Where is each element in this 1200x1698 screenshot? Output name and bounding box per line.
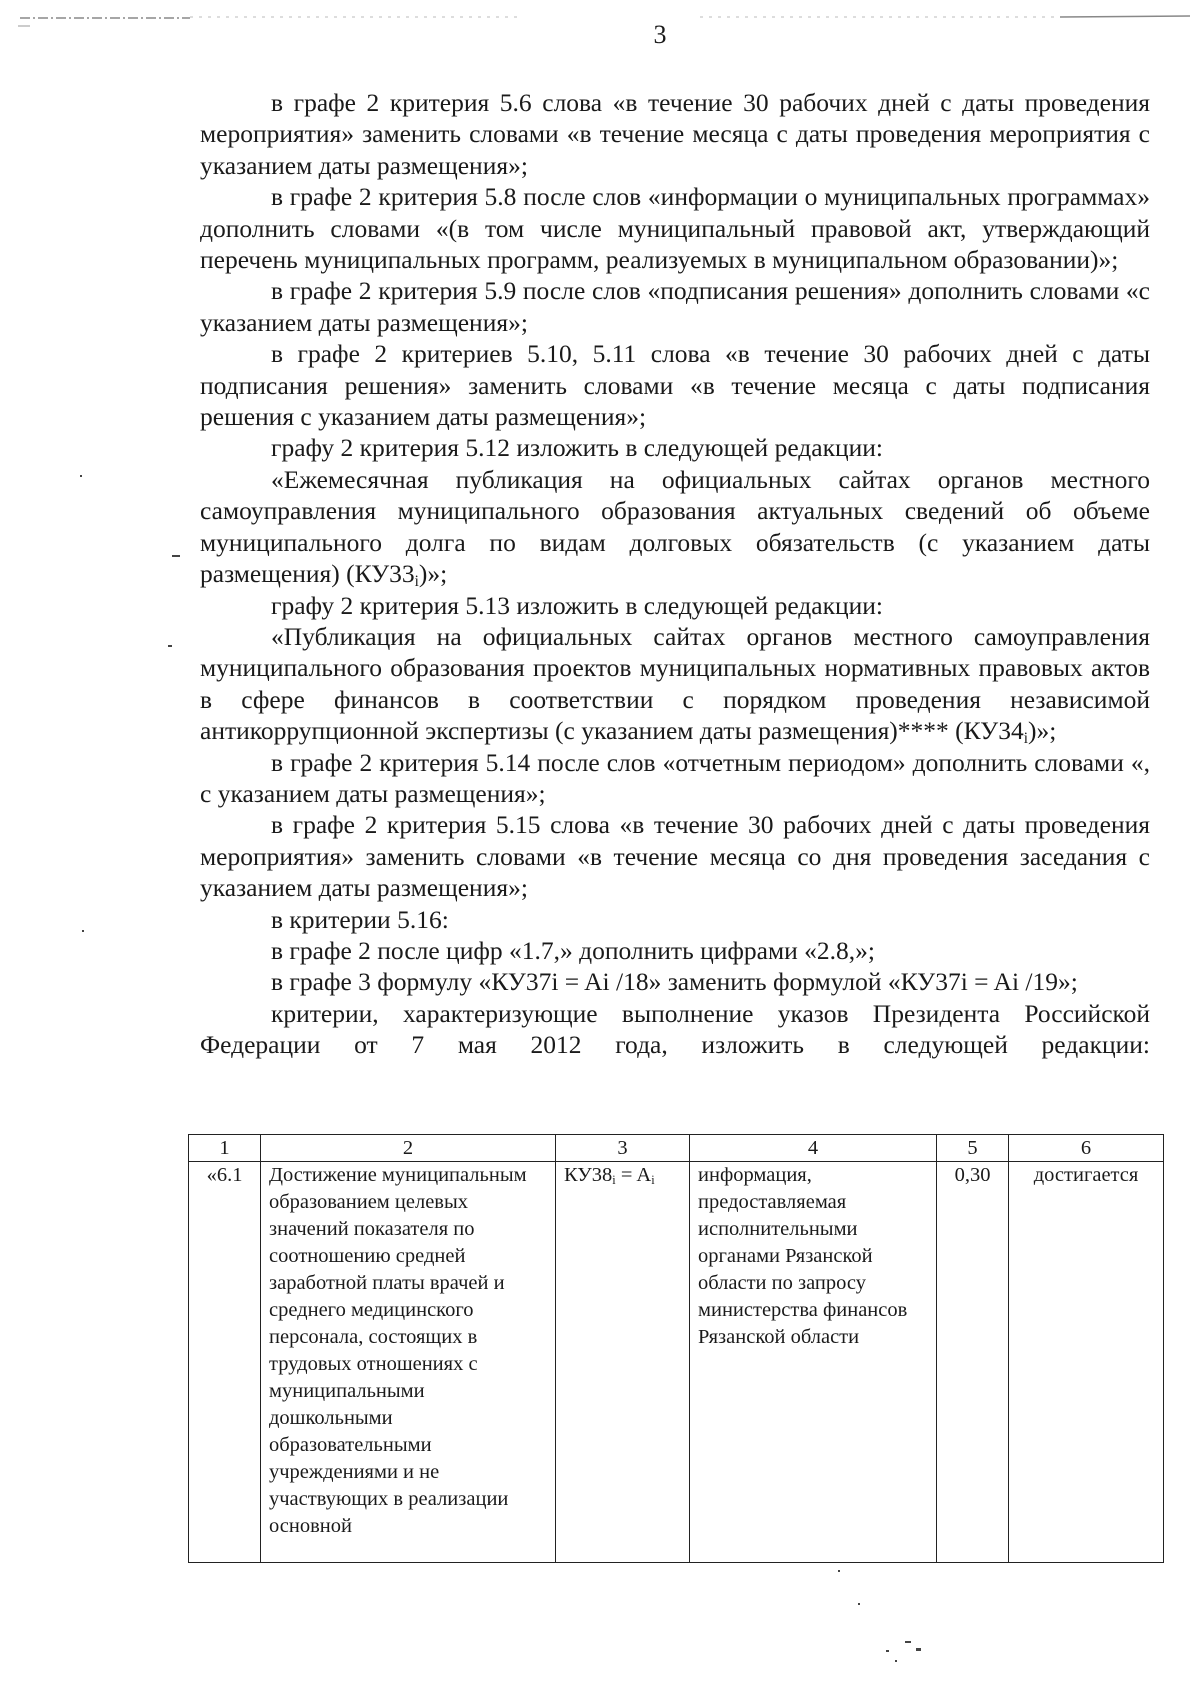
scan-speck <box>905 1641 911 1643</box>
paragraph: в графе 2 критерия 5.8 после слов «информации о муниципальных программах» дополнить словами «(в том числе муниципальный правовой акт, утверждающий перечень муниципальных программ, реализуемых в муниципальном образовании)»; <box>200 182 1150 275</box>
subscript-index: i <box>414 572 419 590</box>
paragraph: в критерии 5.16: <box>271 904 449 934</box>
criterion-number: «6.1 <box>189 1162 261 1563</box>
formula-part: КУ38 <box>564 1164 613 1186</box>
scan-speck <box>168 645 172 647</box>
paragraph: в графе 2 критериев 5.10, 5.11 слова «в течение 30 рабочих дней с даты подписания решения» заменить словами «в течение месяца с даты подписания решения с указанием даты размещения»; <box>200 339 1150 432</box>
paragraph: в графе 2 критерия 5.15 слова «в течение 30 рабочих дней с даты проведения мероприятия» заменить словами «в течение месяца со дня проведения заседания с указанием даты размещения»; <box>200 810 1150 903</box>
paragraph: в графе 3 формулу «КУ37i = Ai /18» заменить формулой «КУ37i = Ai /19»; <box>271 967 1078 997</box>
paragraph: в графе 2 критерия 5.14 после слов «отчетным периодом» дополнить словами «, с указанием даты размещения»; <box>200 747 1150 808</box>
formula-part: = A <box>615 1164 652 1186</box>
table-header-cell: 1 <box>189 1135 261 1162</box>
paragraph-text: )»; <box>418 559 448 589</box>
paragraph <box>200 621 1150 747</box>
scan-speck <box>886 1650 889 1652</box>
scan-speck <box>172 555 180 557</box>
criteria-table <box>188 1134 1164 1563</box>
table-row <box>189 1162 1164 1563</box>
scan-speck <box>895 1660 897 1662</box>
criterion-formula <box>556 1162 690 1563</box>
table-header-row <box>189 1135 1164 1162</box>
paragraph: критерии, характеризующие выполнение указов Президента Российской Федерации от 7 мая 2012 года, изложить в следующей редакции: <box>200 998 1150 1060</box>
paragraph: в графе 2 критерия 5.9 после слов «подписания решения» дополнить словами «с указанием даты размещения»; <box>200 276 1150 337</box>
paragraph <box>200 464 1150 590</box>
document-body <box>200 87 1150 1061</box>
scan-speck <box>82 930 84 932</box>
paragraph: в графе 2 после цифр «1.7,» дополнить цифрами «2.8,»; <box>271 935 875 965</box>
scan-speck <box>858 1603 860 1605</box>
criterion-description: Достижение муниципальным образованием целевых значений показателя по соотношению средней заработной платы врачей и среднего медицинского персонала, состоящих в трудовых отношениях с муниципальными дошкольными образовательными учреждениями и не участвующих в реализации основной <box>261 1162 556 1563</box>
criterion-status: достигается <box>1009 1162 1164 1563</box>
formula-subscript: i <box>651 1173 655 1188</box>
paragraph: в графе 2 критерия 5.6 слова «в течение 30 рабочих дней с даты проведения мероприятия» заменить словами «в течение месяца с даты проведения мероприятия с указанием даты размещения»; <box>200 88 1150 180</box>
paragraph-text: )»; <box>1027 716 1057 746</box>
table-header-cell: 5 <box>937 1135 1009 1162</box>
scan-speck <box>80 475 82 477</box>
scan-speck <box>838 1570 840 1572</box>
page-number: 3 <box>653 20 667 49</box>
table-header-cell: 6 <box>1009 1135 1164 1162</box>
subscript-index: i <box>1023 729 1028 747</box>
paragraph: графу 2 критерия 5.13 изложить в следующей редакции: <box>271 590 884 620</box>
scan-top-edge <box>0 0 1200 30</box>
table-header-cell: 2 <box>261 1135 556 1162</box>
paragraph-text: «Публикация на официальных сайтах органов местного самоуправления муниципального образования проектов муниципальных нормативных правовых актов в сфере финансов в соответствии с порядком проведения независимой антикоррупционной экспертизы (с указанием даты размещения)**** (КУ34 <box>200 621 1150 746</box>
formula-subscript: i <box>612 1173 616 1188</box>
criterion-weight: 0,30 <box>937 1162 1009 1563</box>
table-header-cell: 3 <box>556 1135 690 1162</box>
table-header-cell: 4 <box>690 1135 937 1162</box>
scan-speck <box>916 1648 921 1651</box>
criterion-source: информация, предоставляемая исполнительными органами Рязанской области по запросу министерства финансов Рязанской области <box>690 1162 937 1563</box>
paragraph: графу 2 критерия 5.12 изложить в следующей редакции: <box>271 433 884 463</box>
paragraph-text: «Ежемесячная публикация на официальных сайтах органов местного самоуправления муниципального образования актуальных сведений об объеме муниципального долга по видам долговых обязательств (с указанием даты размещения) (КУ33 <box>200 464 1150 589</box>
